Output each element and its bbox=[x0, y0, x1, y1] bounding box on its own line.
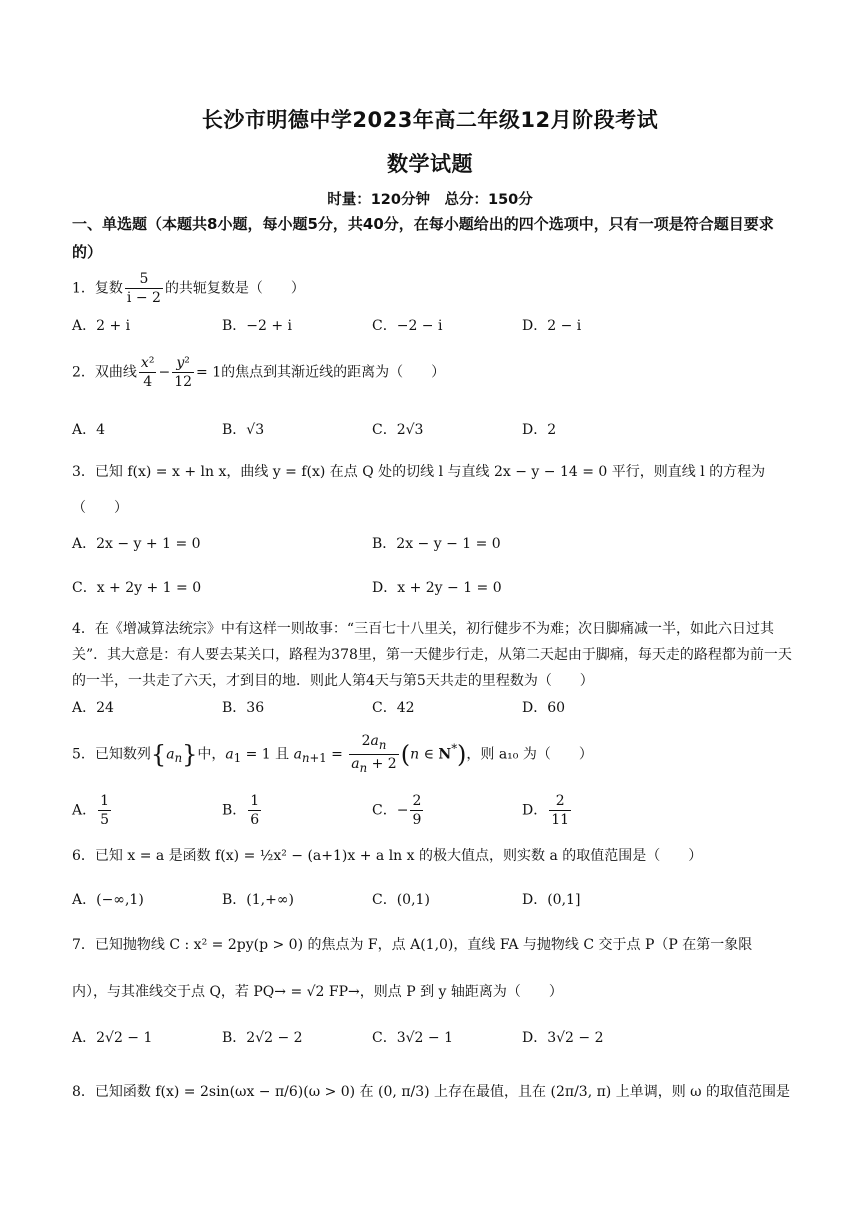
exam-subtitle: 数学试题 bbox=[387, 152, 473, 176]
question-7-option-b: B．2√2 − 2 bbox=[222, 1030, 303, 1046]
question-5-suffix: ，则 a₁₀ 为（ ） bbox=[466, 746, 593, 763]
question-7-option-d: D．3√2 − 2 bbox=[522, 1030, 604, 1046]
question-1-suffix: 的共轭复数是（ ） bbox=[164, 280, 305, 297]
question-6: 6．已知 x = a 是函数 f(x) = ½x² − (a+1)x + a ln x 的极大值点，则实数 a 的取值范围是（ ） bbox=[72, 848, 703, 864]
question-2-suffix: 的焦点到其渐近线的距离为（ ） bbox=[221, 364, 446, 381]
question-5-prefix: 5．已知数列 bbox=[72, 746, 151, 763]
exam-title: 长沙市明德中学2023年高二年级12月阶段考试 bbox=[201, 108, 659, 132]
question-4-option-b: B．36 bbox=[222, 700, 265, 716]
question-1-option-d: D．2 − i bbox=[522, 318, 582, 334]
question-6-option-c: C．(0,1) bbox=[372, 892, 430, 908]
question-1-option-c: C．−2 − i bbox=[372, 318, 443, 334]
question-2-option-b: B．√3 bbox=[222, 422, 265, 438]
question-3-option-d: D．x + 2y − 1 = 0 bbox=[372, 580, 502, 596]
question-2-fraction-x: $\frac{\text{x²}}{4}$ bbox=[140, 355, 155, 390]
question-2-fraction-y: $\frac{\text{y²}}{12}$ bbox=[174, 355, 193, 390]
section-heading: 一、单选题（本题共8小题，每小题5分，共40分，在每小题给出的四个选项中，只有一项是符合题目要求的） bbox=[72, 215, 774, 261]
exam-meta: 时量：120分钟 总分：150分 bbox=[327, 192, 533, 208]
question-2-option-a: A．4 bbox=[72, 422, 106, 438]
question-1 bbox=[72, 270, 798, 307]
question-6-option-a: A．(−∞,1) bbox=[72, 892, 144, 908]
question-4: 4．在《增减算法统宗》中有这样一则故事：“三百七十八里关，初行健步不为难；次日脚痛减一半，如此六日过其关”．其大意是：有人要去某关口，路程为378里，第一天健步行走，从第二天起由于脚痛，每天走的路程都为前一天的一半，一共走了六天，才到目的地．则此人第4天与第5天共走的里程数为（ ） bbox=[72, 621, 792, 689]
question-3-option-b: B．2x − y − 1 = 0 bbox=[372, 536, 501, 552]
question-4-option-c: C．42 bbox=[372, 700, 415, 716]
question-5-fraction: $\frac{2a_n}{a_n + 2}$ bbox=[351, 733, 397, 775]
question-3-option-c: C．x + 2y + 1 = 0 bbox=[72, 580, 202, 596]
question-2-option-d: D．2 bbox=[522, 422, 557, 438]
question-5-option-d: D． $\frac{2}{11}$ bbox=[522, 793, 570, 828]
question-6-option-d: D．(0,1] bbox=[522, 892, 581, 908]
question-5-option-b: B． $\frac{1}{6}$ bbox=[222, 793, 260, 828]
question-8: 8．已知函数 f(x) = 2sin(ωx − π/6)(ω > 0) 在 (0, π/3) 上存在最值，且在 (2π/3, π) 上单调，则 ω 的取值范围是 bbox=[72, 1084, 791, 1100]
question-3-option-a: A．2x − y + 1 = 0 bbox=[72, 536, 201, 552]
question-1-option-a: A．2 + i bbox=[72, 318, 131, 334]
question-4-option-d: D．60 bbox=[522, 700, 566, 716]
question-6-option-b: B．(1,+∞) bbox=[222, 892, 294, 908]
question-7-option-a: A．2√2 − 1 bbox=[72, 1030, 153, 1046]
question-7-option-c: C．3√2 − 1 bbox=[372, 1030, 453, 1046]
question-2: 2．双曲线 $\frac{\text{x²}}{4}$ − $\frac{\text{y²}}{12}$ = 1的焦点到其渐近线的距离为（ ） bbox=[72, 355, 446, 390]
question-4-option-a: A．24 bbox=[72, 700, 114, 716]
question-1-option-b: B．−2 + i bbox=[222, 318, 293, 334]
question-1-prefix: 1．复数 bbox=[72, 280, 123, 297]
question-2-prefix: 2．双曲线 bbox=[72, 364, 137, 381]
question-3: 3．已知 f(x) = x + ln x，曲线 y = f(x) 在点 Q 处的切线 l 与直线 2x − y − 14 = 0 平行，则直线 l 的方程为 bbox=[72, 464, 766, 480]
question-3-continuation: （ ） bbox=[72, 500, 128, 516]
question-5-option-c: C．− $\frac{2}{9}$ bbox=[372, 793, 422, 828]
question-7: 7．已知抛物线 C : x² = 2py(p > 0) 的焦点为 F，点 A(1,0)，直线 FA 与抛物线 C 交于点 P（P 在第一象限 bbox=[72, 937, 753, 953]
question-7-continuation: 内），与其准线交于点 Q，若 PQ→ = √2 FP→，则点 P 到 y 轴距离为（ ） bbox=[72, 984, 563, 1000]
question-5-option-a: A． $\frac{1}{5}$ bbox=[72, 793, 110, 828]
question-2-option-c: C．2√3 bbox=[372, 422, 424, 438]
question-1-fraction: $\frac{5}{i - 2}$ bbox=[126, 271, 161, 306]
question-5: 5．已知数列$\{a_n\}$中，$a_1 = 1$ 且 $a_{n+1}$ = $\frac{2a_n}{a_n + 2}$ (n ∈ N*)，则 a₁₀ 为（ ） bbox=[72, 733, 593, 775]
